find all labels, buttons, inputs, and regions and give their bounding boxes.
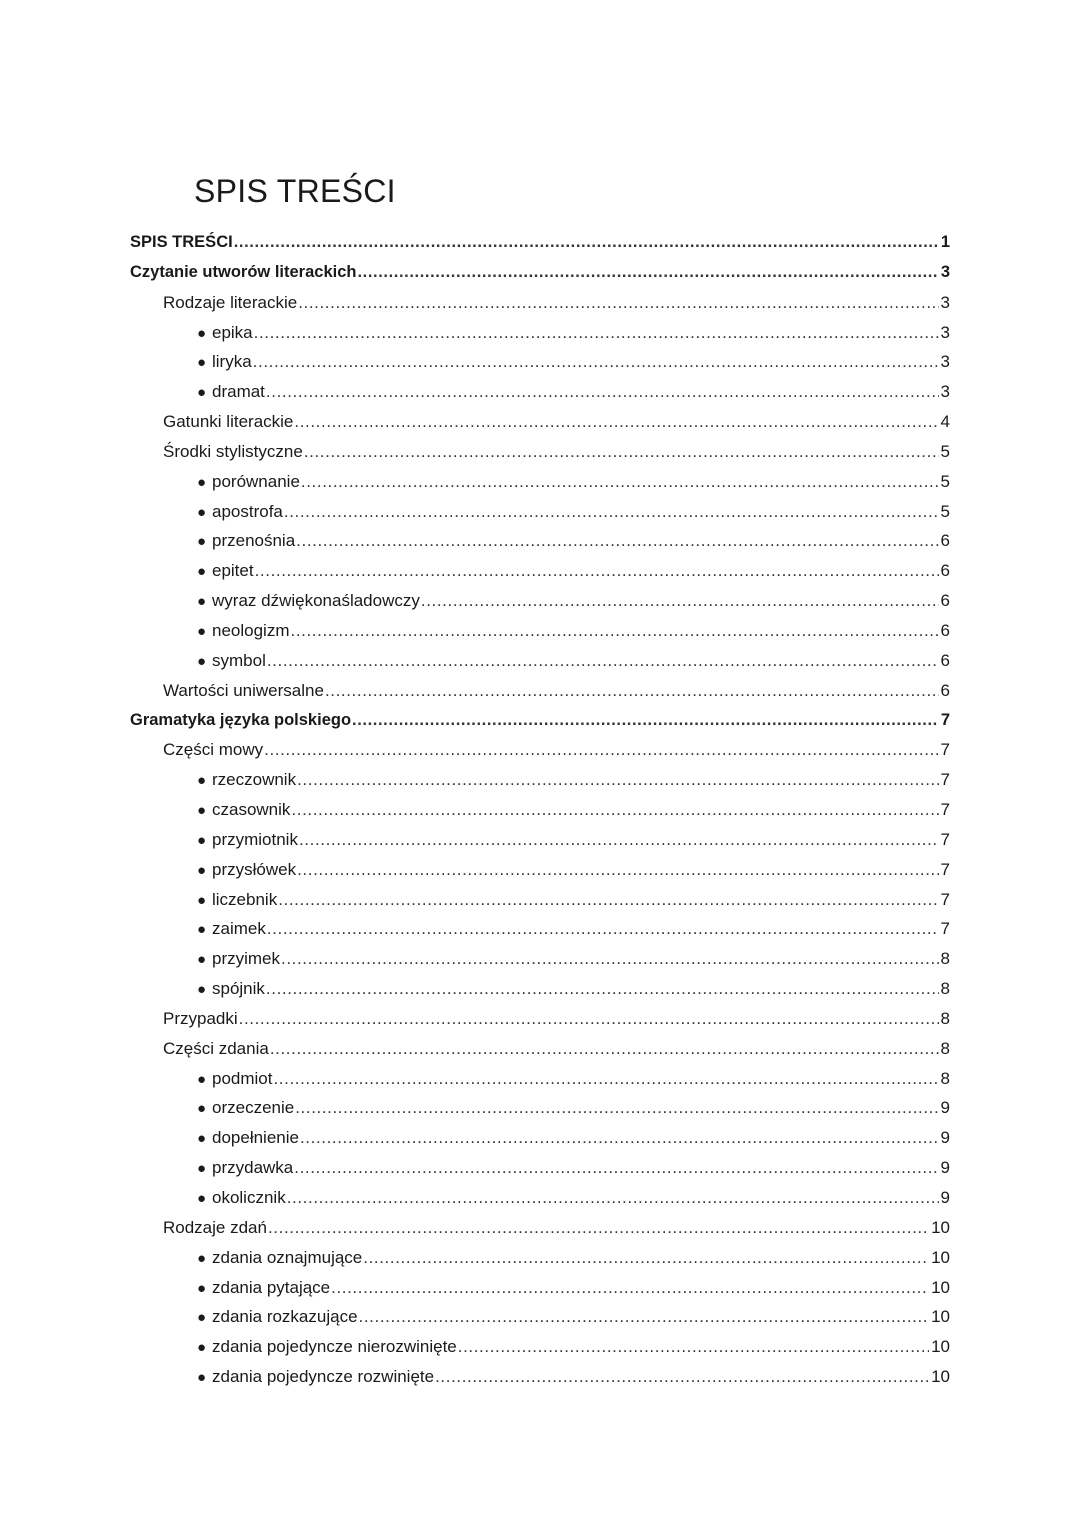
dot-leader [325,676,939,706]
toc-entry[interactable] [130,765,950,795]
toc-entry-label: dopełnienie [212,1128,299,1148]
table-of-contents [130,228,950,1392]
dot-leader [264,735,938,765]
toc-entry[interactable] [130,556,950,586]
dot-leader [281,944,939,974]
bullet-icon: ● [197,473,207,491]
toc-entry-page-number: 7 [940,859,950,879]
bullet-icon: ● [197,1070,207,1088]
dot-leader [296,526,938,556]
toc-entry-label: orzeczenie [212,1098,295,1118]
toc-entry-label: epitet [212,561,254,581]
toc-entry[interactable] [130,288,950,318]
bullet-icon: ● [197,802,207,820]
dot-leader [359,1302,930,1332]
toc-entry[interactable] [130,377,950,407]
dot-leader [300,1123,939,1153]
dot-leader [234,228,939,258]
bullet-icon: ● [197,951,207,969]
dot-leader [435,1362,929,1392]
dot-leader [284,497,939,527]
toc-entry-label: okolicznik [212,1188,286,1207]
toc-entry[interactable] [130,944,950,974]
toc-entry[interactable] [130,318,950,348]
dot-leader [266,377,939,407]
toc-entry-page-number: 10 [931,1367,950,1387]
toc-entry-label: liryka [212,352,252,372]
dot-leader [267,646,939,676]
bullet-icon: ● [197,384,207,402]
bullet-icon: ● [197,1100,207,1118]
toc-entry-page-number: 3 [940,292,950,312]
toc-entry-page-number: 10 [931,1337,950,1357]
toc-entry[interactable] [130,735,950,765]
toc-entry[interactable] [130,1243,950,1273]
toc-entry[interactable] [130,1153,950,1183]
toc-entry-label: zdania rozkazujące [212,1307,358,1327]
toc-entry-page-number: 3 [940,352,950,372]
toc-entry-page-number: 8 [940,1038,950,1058]
toc-entry-label: zdania pytające [212,1277,331,1297]
toc-entry-page-number: 10 [931,1247,950,1267]
toc-entry[interactable] [130,1093,950,1123]
bullet-icon: ● [197,354,207,372]
toc-entry[interactable] [130,1034,950,1064]
bullet-icon: ● [197,1279,207,1297]
toc-entry-page-number: 5 [940,471,950,491]
toc-entry-label: zdania pojedyncze rozwinięte [212,1367,435,1387]
toc-entry-page-number: 6 [940,531,950,551]
toc-entry-label: Gatunki literackie [163,412,294,432]
toc-entry-label: zaimek [212,919,266,939]
dot-leader [239,1004,939,1034]
toc-entry[interactable] [130,706,950,736]
bullet-icon: ● [197,533,207,551]
toc-entry[interactable] [130,914,950,944]
toc-entry-label: przysłówek [212,859,297,879]
toc-entry-page-number: 5 [940,441,950,461]
toc-entry-page-number: 7 [940,919,950,939]
bullet-icon: ● [197,593,207,611]
bullet-icon: ● [197,1369,207,1387]
toc-entry-label: Środki stylistyczne [163,441,303,461]
toc-entry-page-number: 7 [940,740,950,760]
bullet-icon: ● [197,861,207,879]
toc-entry[interactable] [130,586,950,616]
dot-leader [458,1332,929,1362]
bullet-icon: ● [197,891,207,909]
toc-entry-label: Gramatyka języka polskiego [130,710,352,729]
toc-entry-page-number: 7 [940,889,950,909]
bullet-icon: ● [197,1339,207,1357]
toc-entry[interactable] [130,407,950,437]
toc-entry-page-number: 6 [940,650,950,670]
bullet-icon: ● [197,324,207,342]
toc-entry-label: Czytanie utworów literackich [130,262,357,281]
toc-entry-label: Przypadki [163,1008,238,1028]
toc-entry[interactable] [130,526,950,556]
dot-leader [304,437,939,467]
toc-entry[interactable] [130,1123,950,1153]
dot-leader [297,765,938,795]
toc-entry-page-number: 9 [940,1128,950,1148]
bullet-icon: ● [197,981,207,999]
toc-entry[interactable] [130,258,950,288]
toc-entry-label: spójnik [212,979,265,999]
toc-entry-label: liczebnik [212,889,278,909]
toc-entry-page-number: 1 [940,233,950,251]
toc-entry[interactable] [130,855,950,885]
page-title: SPIS TREŚCI [194,173,396,209]
toc-entry-label: przymiotnik [212,829,298,849]
bullet-icon: ● [197,772,207,790]
toc-entry-label: zdania oznajmujące [212,1247,363,1267]
toc-entry-page-number: 4 [940,412,950,432]
toc-entry[interactable] [130,885,950,915]
toc-entry-page-number: 7 [940,800,950,820]
bullet-icon: ● [197,652,207,670]
dot-leader [294,407,938,437]
toc-entry-label: neologizm [212,620,290,640]
bullet-icon: ● [197,1309,207,1327]
bullet-icon: ● [197,563,207,581]
dot-leader [278,885,938,915]
bullet-icon: ● [197,622,207,640]
dot-leader [298,288,938,318]
toc-entry-label: rzeczownik [212,770,297,790]
toc-entry-label: przydawka [212,1158,294,1178]
toc-entry-page-number: 8 [940,979,950,999]
toc-entry-page-number: 8 [940,1008,950,1028]
dot-leader [270,1034,939,1064]
dot-leader [291,616,939,646]
toc-entry-label: Części zdania [163,1038,269,1058]
toc-entry-label: Części mowy [163,740,264,760]
toc-entry[interactable] [130,347,950,377]
dot-leader [267,914,939,944]
toc-entry-page-number: 6 [940,561,950,581]
bullet-icon: ● [197,1130,207,1148]
toc-entry-page-number: 7 [940,829,950,849]
dot-leader [297,855,938,885]
bullet-icon: ● [197,1249,207,1267]
toc-entry[interactable] [130,1273,950,1303]
toc-entry-page-number: 6 [940,620,950,640]
toc-entry-page-number: 3 [940,322,950,342]
toc-entry[interactable] [130,795,950,825]
toc-entry-page-number: 9 [940,1098,950,1118]
toc-entry-label: porównanie [212,471,300,491]
toc-entry[interactable] [130,616,950,646]
dot-leader [421,586,939,616]
toc-entry[interactable] [130,437,950,467]
toc-entry-label: przyimek [212,949,281,969]
dot-leader [254,318,939,348]
toc-entry[interactable] [130,825,950,855]
toc-entry-page-number: 9 [940,1188,950,1207]
dot-leader [291,795,938,825]
toc-entry-label: Rodzaje zdań [163,1217,267,1237]
dot-leader [268,1213,929,1243]
toc-entry[interactable] [130,467,950,497]
toc-entry-label: podmiot [212,1068,273,1088]
toc-entry[interactable] [130,228,950,258]
dot-leader [266,974,939,1004]
dot-leader [331,1273,929,1303]
dot-leader [253,347,939,377]
toc-entry-page-number: 8 [940,1068,950,1088]
toc-entry-page-number: 10 [931,1277,950,1297]
dot-leader [352,706,939,736]
toc-entry[interactable] [130,1332,950,1362]
toc-entry-label: epika [212,322,253,342]
dot-leader [287,1183,939,1213]
bullet-icon: ● [197,503,207,521]
toc-entry-page-number: 3 [940,382,950,402]
toc-entry-page-number: 9 [940,1158,950,1178]
toc-entry-label: wyraz dźwiękonaśladowczy [212,591,420,611]
toc-entry-page-number: 10 [931,1217,950,1237]
toc-entry[interactable] [130,646,950,676]
toc-entry[interactable] [130,497,950,527]
toc-entry-label: Wartości uniwersalne [163,680,324,700]
dot-leader [295,1093,938,1123]
toc-entry[interactable] [130,676,950,706]
bullet-icon: ● [197,921,207,939]
toc-entry-page-number: 7 [940,770,950,790]
toc-entry-label: przenośnia [212,531,296,551]
toc-entry[interactable] [130,974,950,1004]
toc-entry-label: dramat [212,382,265,402]
toc-entry-label: Rodzaje literackie [163,292,298,312]
toc-entry-page-number: 3 [940,262,950,281]
toc-entry-label: czasownik [212,800,291,820]
toc-entry-page-number: 7 [940,710,950,729]
dot-leader [363,1243,929,1273]
toc-entry[interactable] [130,1302,950,1332]
dot-leader [294,1153,938,1183]
toc-entry[interactable] [130,1064,950,1094]
dot-leader [255,556,939,586]
toc-entry[interactable] [130,1183,950,1213]
toc-entry-page-number: 5 [940,501,950,521]
toc-entry-page-number: 10 [931,1307,950,1327]
toc-entry[interactable] [130,1213,950,1243]
bullet-icon: ● [197,831,207,849]
dot-leader [357,258,938,288]
bullet-icon: ● [197,1190,207,1207]
toc-entry[interactable] [130,1362,950,1392]
toc-entry-label: apostrofa [212,501,283,521]
dot-leader [299,825,939,855]
dot-leader [301,467,939,497]
toc-entry-page-number: 6 [940,591,950,611]
toc-entry-label: SPIS TREŚCI [130,233,233,251]
toc-entry-page-number: 6 [940,680,950,700]
toc-entry-label: zdania pojedyncze nierozwinięte [212,1337,457,1357]
bullet-icon: ● [197,1160,207,1178]
toc-entry-page-number: 8 [940,949,950,969]
toc-entry-label: symbol [212,650,266,670]
toc-entry[interactable] [130,1004,950,1034]
dot-leader [273,1064,938,1094]
